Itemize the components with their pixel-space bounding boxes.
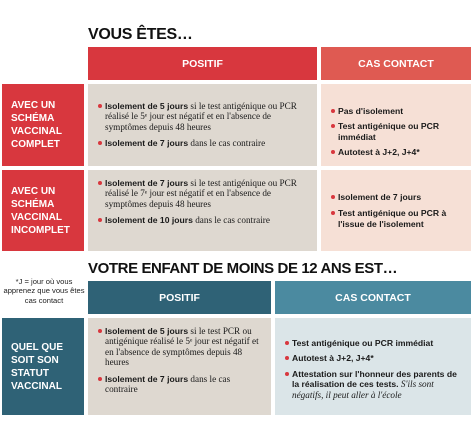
list-item: [285, 369, 463, 400]
bullet-icon: [331, 150, 335, 154]
item-bold: Isolement de 7 jours: [105, 178, 189, 188]
row-label-line: INCOMPLET: [11, 224, 70, 236]
row-label-line: AVEC UN: [11, 100, 56, 111]
row-label-line: SCHÉMA: [11, 113, 55, 124]
cell-contact-child: [275, 318, 471, 415]
list-item: [331, 147, 463, 157]
item-text: dans le cas contraire: [192, 215, 270, 226]
item-text: si le test antigénique ou PCR réalisé le 5ᵉ jour est négatif et en l'absence de symptômes depuis 48 heures: [105, 101, 297, 132]
item-text: dans le cas contraire: [188, 138, 266, 149]
item-italic: S'ils sont négatifs, il peut aller à l'école: [292, 379, 434, 400]
bullet-icon: [285, 341, 289, 345]
row-label-incomplet: [2, 170, 84, 251]
header-cas-contact-child: CAS CONTACT: [275, 281, 471, 314]
header-positif-child: POSITIF: [88, 281, 271, 314]
list-item: [331, 121, 463, 142]
list-item: [98, 326, 263, 368]
bullet-icon: [98, 181, 102, 185]
row-label-line: SOIT SON: [11, 354, 59, 366]
bullet-icon: [98, 218, 102, 222]
bullet-icon: [98, 377, 102, 381]
bullet-icon: [331, 109, 335, 113]
header-positif-adults: POSITIF: [88, 47, 317, 80]
row-label-line: COMPLET: [11, 139, 60, 150]
cell-contact-complet: [321, 84, 471, 166]
list-item: [331, 208, 463, 229]
row-label-line: QUEL QUE: [11, 341, 64, 353]
list-item: [285, 353, 463, 363]
item-bold: Test antigénique ou PCR immédiat: [338, 121, 440, 142]
cell-positif-child: [88, 318, 271, 415]
row-label-line: VACCINAL: [11, 211, 62, 223]
item-text: si le test antigénique ou PCR réalisé le 7ᵉ jour est négatif et en l'absence de symptômes depuis 48 heures: [105, 178, 297, 209]
item-bold: Isolement de 5 jours: [105, 326, 189, 336]
row-label-line: STATUT: [11, 367, 49, 379]
item-bold: Isolement de 10 jours: [105, 215, 193, 226]
bullet-icon: [331, 195, 335, 199]
item-bold: Isolement de 7 jours: [338, 192, 422, 202]
bullet-icon: [98, 141, 102, 145]
item-bold: Test antigénique ou PCR à l'issue de l'isolement: [338, 208, 447, 229]
item-bold: Isolement de 7 jours: [105, 373, 189, 384]
bullet-icon: [98, 104, 102, 108]
item-bold: Test antigénique ou PCR immédiat: [292, 338, 434, 348]
row-label-complet: [2, 84, 84, 166]
item-text: dans le cas contraire: [105, 373, 231, 395]
row-label-line: VACCINAL: [11, 126, 62, 137]
row-label-child: [2, 318, 84, 415]
item-text: si le test PCR ou antigénique réalisé le 5ᵉ jour est négatif et en l'absence de symptômes depuis 48 heures: [105, 326, 259, 368]
row-label-line: VACCINAL: [11, 380, 62, 392]
section-title-child: VOTRE ENFANT DE MOINS DE 12 ANS EST…: [88, 260, 398, 277]
item-bold: Pas d'isolement: [338, 106, 404, 116]
cell-positif-incomplet: [88, 170, 317, 251]
bullet-icon: [331, 211, 335, 215]
bullet-icon: [285, 356, 289, 360]
item-bold: Autotest à J+2, J+4*: [338, 147, 420, 158]
list-item: [98, 178, 309, 209]
section-title-adults: VOUS ÊTES…: [88, 26, 193, 43]
bullet-icon: [331, 124, 335, 128]
list-item: [98, 101, 309, 132]
item-bold: Isolement de 7 jours: [105, 138, 189, 149]
row-label-line: SCHÉMA: [11, 198, 55, 210]
list-item: [285, 338, 463, 348]
list-item: [331, 192, 463, 202]
list-item: [331, 106, 463, 116]
item-bold: Autotest à J+2, J+4*: [292, 353, 374, 364]
footnote: *J = jour où vous apprenez que vous êtes cas contact: [3, 277, 85, 305]
bullet-icon: [285, 372, 289, 376]
cell-positif-complet: [88, 84, 317, 166]
bullet-icon: [98, 329, 102, 333]
list-item: [98, 215, 309, 225]
list-item: [98, 138, 309, 148]
header-cas-contact-adults: CAS CONTACT: [321, 47, 471, 80]
cell-contact-incomplet: [321, 170, 471, 251]
item-bold: Attestation sur l'honneur des parents de la réalisation de ces tests.: [292, 368, 457, 390]
list-item: [98, 374, 263, 395]
item-bold: Isolement de 5 jours: [105, 101, 189, 111]
row-label-line: AVEC UN: [11, 185, 56, 197]
